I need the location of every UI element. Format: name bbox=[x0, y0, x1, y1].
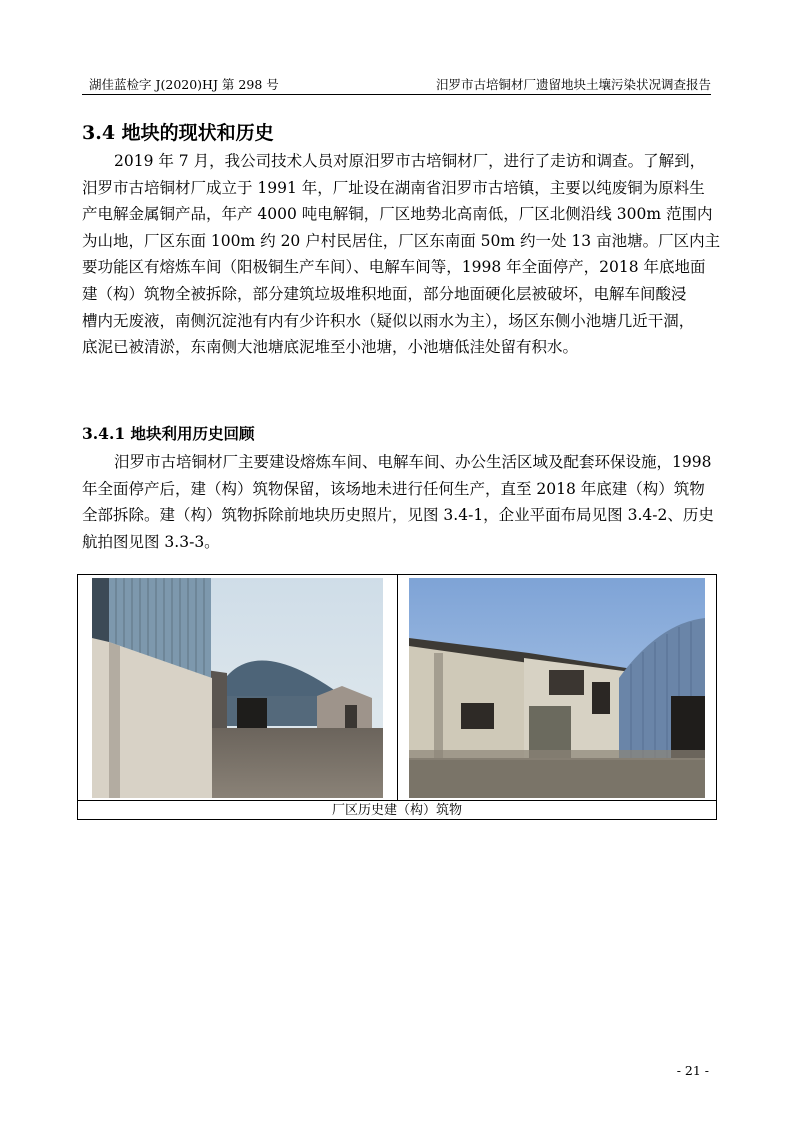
figure-table bbox=[77, 574, 717, 820]
subsection-title: 3.4.1 地块利用历史回顾 bbox=[82, 424, 255, 443]
paragraph-line: 产电解金属铜产品，年产 4000 吨电解铜，厂区地势北高南低，厂区北侧沿线 300m 范围内 bbox=[82, 205, 713, 224]
paragraph-line: 全部拆除。建（构）筑物拆除前地块历史照片，见图 3.4-1，企业平面布局见图 3.4-2、历史 bbox=[82, 506, 714, 525]
header-report-number: 湖佳蓝检字 J(2020)HJ 第 298 号 bbox=[89, 77, 279, 92]
paragraph-line: 航拍图见图 3.3-3。 bbox=[82, 532, 220, 551]
column-divider bbox=[397, 575, 398, 800]
paragraph-line: 槽内无废液，南侧沉淀池有内有少许积水（疑似以雨水为主），场区东侧小池塘几近干涸， bbox=[82, 311, 695, 330]
header-report-title: 汨罗市古培铜材厂遗留地块土壤污染状况调查报告 bbox=[435, 77, 711, 92]
paragraph-line: 要功能区有熔炼车间（阳极铜生产车间）、电解车间等，1998 年全面停产，2018 年底地面 bbox=[82, 258, 706, 277]
figure-caption: 厂区历史建（构）筑物 bbox=[331, 803, 462, 818]
section-title: 3.4 地块的现状和历史 bbox=[82, 122, 274, 144]
paragraph-line: 2019 年 7 月，我公司技术人员对原汨罗市古培铜材厂，进行了走访和调查。了解到， bbox=[114, 152, 706, 170]
paragraph-line: 建（构）筑物全被拆除，部分建筑垃圾堆积地面，部分地面硬化层被破坏，电解车间酸浸 bbox=[82, 284, 687, 303]
paragraph-line: 年全面停产后，建（构）筑物保留，该场地未进行任何生产，直至 2018 年底建（构）筑物 bbox=[82, 479, 705, 498]
factory-photo-right bbox=[409, 578, 705, 798]
factory-photo-left bbox=[92, 578, 383, 798]
section-paragraph bbox=[82, 148, 721, 361]
page-number: - 21 - bbox=[676, 1063, 709, 1078]
paragraph-line: 汨罗市古培铜材厂成立于 1991 年，厂址设在湖南省汨罗市古培镇，主要以纯废铜为原料生 bbox=[82, 178, 705, 197]
paragraph-line: 为山地，厂区东面 100m 约 20 户村民居住，厂区东南面 50m 约一处 13 亩池塘。厂区内主 bbox=[82, 231, 721, 250]
paragraph-line: 底泥已被清淤，东南侧大池塘底泥堆至小池塘，小池塘低洼处留有积水。 bbox=[82, 338, 579, 357]
subsection-paragraph bbox=[82, 449, 713, 555]
paragraph-line: 汨罗市古培铜材厂主要建设熔炼车间、电解车间、办公生活区域及配套环保设施，1998 bbox=[114, 453, 712, 471]
header-rule bbox=[82, 94, 711, 95]
